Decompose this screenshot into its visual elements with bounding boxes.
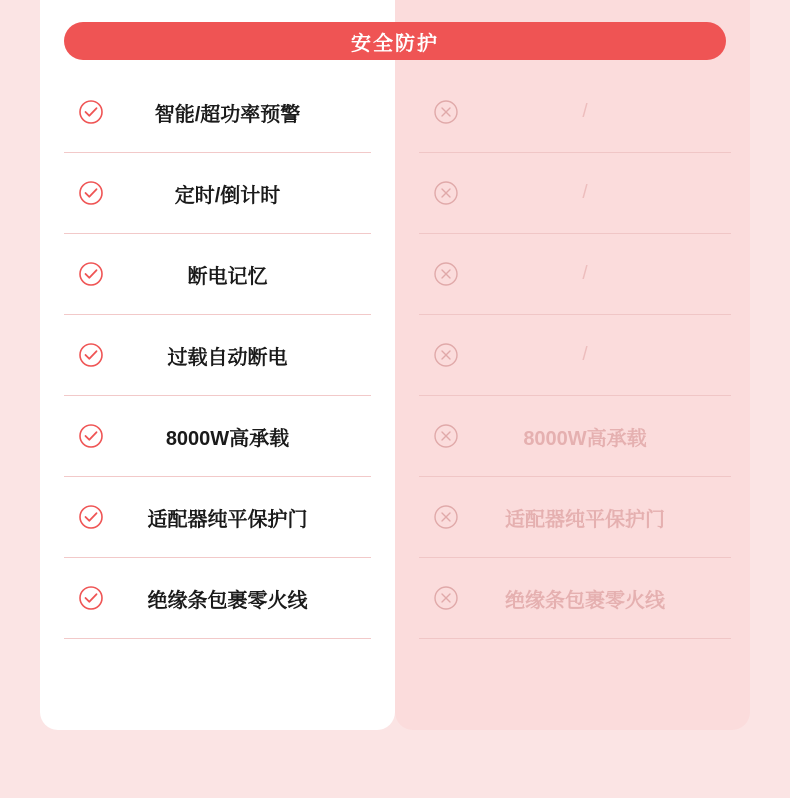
feature-row xyxy=(419,234,731,315)
feature-label: 绝缘条包裹零火线 xyxy=(147,589,308,612)
feature-row xyxy=(64,477,371,558)
feature-label: 过载自动断电 xyxy=(167,346,288,369)
cross-circle-icon xyxy=(433,342,459,368)
banner-title: 安全防护 xyxy=(351,32,439,55)
feature-label: 定时/倒计时 xyxy=(174,184,281,207)
feature-label: 8000W高承载 xyxy=(523,427,647,450)
feature-row xyxy=(64,558,371,639)
feature-label: 断电记忆 xyxy=(187,265,268,288)
feature-label: / xyxy=(582,263,588,284)
feature-label: / xyxy=(582,101,588,122)
feature-row xyxy=(419,72,731,153)
feature-row xyxy=(64,153,371,234)
cross-circle-icon xyxy=(433,585,459,611)
section-banner xyxy=(64,22,726,60)
feature-label: / xyxy=(582,182,588,203)
feature-row xyxy=(64,315,371,396)
check-circle-icon xyxy=(78,342,104,368)
feature-label: 8000W高承载 xyxy=(165,427,290,450)
feature-label: / xyxy=(582,344,588,365)
feature-label: 绝缘条包裹零火线 xyxy=(505,589,665,612)
feature-row xyxy=(419,477,731,558)
cross-circle-icon xyxy=(433,180,459,206)
feature-row xyxy=(419,315,731,396)
cross-circle-icon xyxy=(433,99,459,125)
check-circle-icon xyxy=(78,99,104,125)
check-circle-icon xyxy=(78,180,104,206)
feature-label: 适配器纯平保护门 xyxy=(147,508,308,531)
cross-circle-icon xyxy=(433,261,459,287)
check-circle-icon xyxy=(78,585,104,611)
feature-label: 适配器纯平保护门 xyxy=(505,508,665,531)
feature-row xyxy=(419,153,731,234)
feature-list-left xyxy=(64,72,371,639)
feature-row xyxy=(64,234,371,315)
check-circle-icon xyxy=(78,261,104,287)
check-circle-icon xyxy=(78,504,104,530)
feature-list-right xyxy=(419,72,731,639)
feature-row xyxy=(419,396,731,477)
feature-row xyxy=(64,396,371,477)
cross-circle-icon xyxy=(433,423,459,449)
cross-circle-icon xyxy=(433,504,459,530)
feature-row xyxy=(64,72,371,153)
feature-label: 智能/超功率预警 xyxy=(154,103,301,126)
feature-row xyxy=(419,558,731,639)
check-circle-icon xyxy=(78,423,104,449)
